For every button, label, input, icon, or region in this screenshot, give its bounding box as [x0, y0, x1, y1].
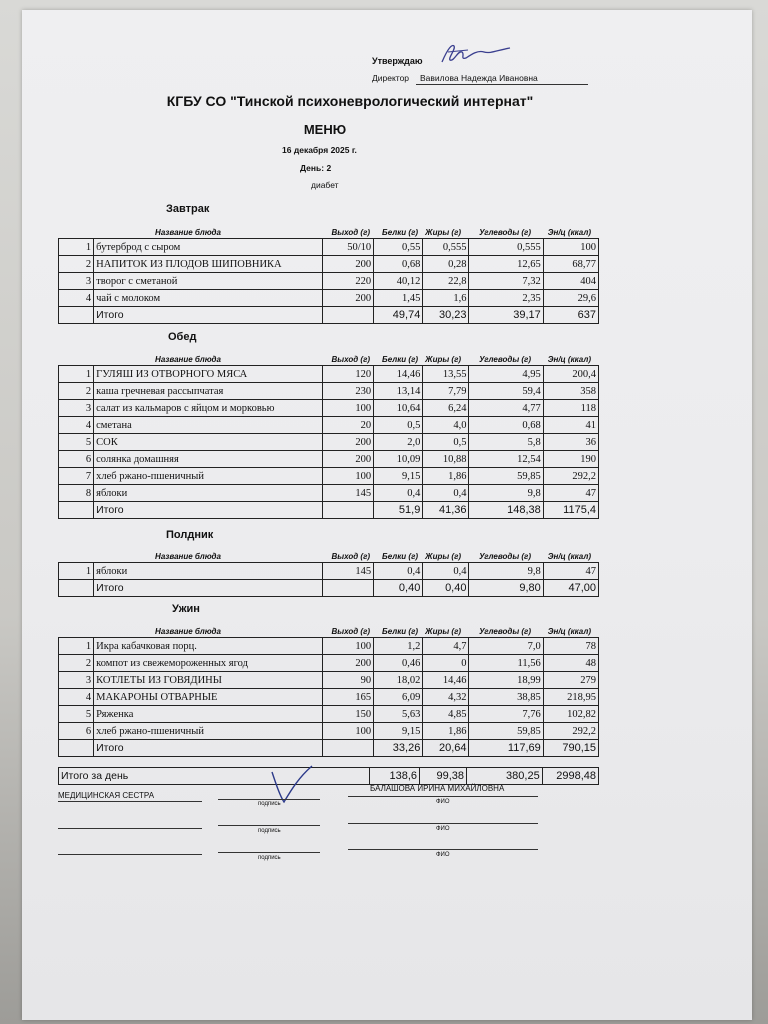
dish-fat: 10,88	[423, 451, 469, 468]
dish-name: яблоки	[94, 563, 323, 580]
column-header-protein: Белки (г)	[382, 552, 418, 561]
table-row	[59, 366, 599, 383]
column-header-energy: Эн/ц (ккал)	[547, 355, 591, 364]
meal-table	[58, 562, 599, 597]
dish-energy: 404	[543, 273, 598, 290]
total-protein: 49,74	[374, 307, 423, 324]
total-output-cell	[322, 740, 373, 757]
dish-output: 165	[322, 689, 373, 706]
total-energy: 47,00	[543, 580, 598, 597]
dish-energy: 118	[543, 400, 598, 417]
column-header-dish: Название блюда	[155, 355, 221, 364]
total-output-cell	[322, 307, 373, 324]
approve-label: Утверждаю	[372, 56, 423, 66]
day-total-carbs: 380,25	[467, 768, 543, 785]
dish-protein: 5,63	[374, 706, 423, 723]
column-header-protein: Белки (г)	[382, 355, 418, 364]
row-number: 1	[59, 638, 94, 655]
nurse-title: МЕДИЦИНСКАЯ СЕСТРА	[58, 791, 155, 800]
sign-label-1: подпись	[258, 801, 281, 807]
table-row	[59, 468, 599, 485]
total-label: Итого	[94, 740, 323, 757]
day-total-table	[58, 767, 599, 785]
dish-protein: 1,45	[374, 290, 423, 307]
total-row	[59, 502, 599, 519]
column-header-fat: Жиры (г)	[425, 627, 461, 636]
dish-fat: 0,555	[423, 239, 469, 256]
dish-carbs: 11,56	[469, 655, 543, 672]
column-header-fat: Жиры (г)	[425, 355, 461, 364]
dish-carbs: 9,8	[469, 563, 543, 580]
dish-protein: 10,64	[374, 400, 423, 417]
column-headers	[58, 552, 591, 561]
dish-fat: 13,55	[423, 366, 469, 383]
total-fat: 30,23	[423, 307, 469, 324]
column-header-carbs: Углеводы (г)	[479, 627, 531, 636]
column-header-dish: Название блюда	[155, 552, 221, 561]
dish-fat: 4,32	[423, 689, 469, 706]
dish-energy: 292,2	[543, 723, 598, 740]
dish-name: салат из кальмаров с яйцом и морковью	[94, 400, 323, 417]
organization-name: КГБУ СО "Тинской психоневрологический интернат"	[166, 93, 534, 109]
column-header-protein: Белки (г)	[382, 228, 418, 237]
dish-carbs: 0,555	[469, 239, 543, 256]
sign-label-2: подпись	[258, 828, 281, 834]
dish-name: сметана	[94, 417, 323, 434]
row-number: 5	[59, 706, 94, 723]
dish-name: МАКАРОНЫ ОТВАРНЫЕ	[94, 689, 323, 706]
column-headers	[58, 355, 591, 364]
total-energy: 637	[543, 307, 598, 324]
fio-label-3: ФИО	[436, 852, 450, 858]
table-row	[59, 672, 599, 689]
fio-line-2	[348, 823, 538, 824]
column-header-dish: Название блюда	[155, 627, 221, 636]
dish-carbs: 7,76	[469, 706, 543, 723]
dish-energy: 358	[543, 383, 598, 400]
dish-protein: 0,4	[374, 563, 423, 580]
dish-fat: 0,4	[423, 563, 469, 580]
dish-energy: 218,95	[543, 689, 598, 706]
section-title: Ужин	[172, 603, 200, 615]
column-header-energy: Эн/ц (ккал)	[547, 552, 591, 561]
dish-output: 100	[322, 638, 373, 655]
dish-protein: 6,09	[374, 689, 423, 706]
day-total-row	[59, 768, 599, 785]
dish-output: 145	[322, 563, 373, 580]
dish-output: 100	[322, 468, 373, 485]
menu-day: День: 2	[300, 163, 332, 173]
row-number: 6	[59, 451, 94, 468]
row-number: 5	[59, 434, 94, 451]
dish-output: 230	[322, 383, 373, 400]
total-output-cell	[322, 502, 373, 519]
dish-name: хлеб ржано-пшеничный	[94, 723, 323, 740]
dish-protein: 2,0	[374, 434, 423, 451]
dish-carbs: 12,65	[469, 256, 543, 273]
row-number: 3	[59, 400, 94, 417]
column-header-output: Выход (г)	[331, 552, 370, 561]
table-row	[59, 485, 599, 502]
row-number: 8	[59, 485, 94, 502]
dish-name: яблоки	[94, 485, 323, 502]
table-row	[59, 239, 599, 256]
dish-output: 100	[322, 400, 373, 417]
dish-name: Икра кабачковая порц.	[94, 638, 323, 655]
column-header-energy: Эн/ц (ккал)	[547, 228, 591, 237]
total-protein: 51,9	[374, 502, 423, 519]
menu-date: 16 декабря 2025 г.	[282, 145, 357, 155]
table-row	[59, 290, 599, 307]
table-row	[59, 273, 599, 290]
dish-name: каша гречневая рассыпчатая	[94, 383, 323, 400]
column-header-output: Выход (г)	[331, 228, 370, 237]
dish-energy: 100	[543, 239, 598, 256]
day-total-energy: 2998,48	[542, 768, 598, 785]
dish-protein: 40,12	[374, 273, 423, 290]
dish-protein: 0,5	[374, 417, 423, 434]
dish-energy: 279	[543, 672, 598, 689]
dish-protein: 14,46	[374, 366, 423, 383]
row-number: 3	[59, 273, 94, 290]
dish-energy: 36	[543, 434, 598, 451]
sign-label-3: подпись	[258, 855, 281, 861]
dish-energy: 68,77	[543, 256, 598, 273]
table-row	[59, 563, 599, 580]
dish-name: солянка домашняя	[94, 451, 323, 468]
total-label: Итого	[94, 307, 323, 324]
table-row	[59, 256, 599, 273]
total-row	[59, 580, 599, 597]
director-row	[372, 73, 592, 83]
total-energy: 790,15	[543, 740, 598, 757]
row-number: 2	[59, 383, 94, 400]
dish-output: 90	[322, 672, 373, 689]
meal-table	[58, 365, 599, 519]
row-number: 1	[59, 366, 94, 383]
table-row	[59, 689, 599, 706]
dish-carbs: 59,85	[469, 723, 543, 740]
table-row	[59, 417, 599, 434]
total-output-cell	[322, 580, 373, 597]
dish-energy: 190	[543, 451, 598, 468]
dish-energy: 41	[543, 417, 598, 434]
meal-table	[58, 238, 599, 324]
dish-output: 200	[322, 434, 373, 451]
table-row	[59, 434, 599, 451]
dish-carbs: 18,99	[469, 672, 543, 689]
row-number: 1	[59, 239, 94, 256]
total-fat: 20,64	[423, 740, 469, 757]
dish-fat: 4,0	[423, 417, 469, 434]
total-empty-cell	[59, 502, 94, 519]
director-signature	[438, 40, 518, 70]
total-carbs: 39,17	[469, 307, 543, 324]
section-title: Обед	[168, 331, 197, 343]
dish-fat: 1,6	[423, 290, 469, 307]
total-fat: 0,40	[423, 580, 469, 597]
total-row	[59, 307, 599, 324]
total-fat: 41,36	[423, 502, 469, 519]
title-line-3	[58, 854, 202, 855]
total-carbs: 9,80	[469, 580, 543, 597]
column-header-fat: Жиры (г)	[425, 228, 461, 237]
dish-carbs: 4,77	[469, 400, 543, 417]
dish-carbs: 0,68	[469, 417, 543, 434]
dish-carbs: 7,32	[469, 273, 543, 290]
fio-line-1	[348, 796, 538, 797]
dish-output: 20	[322, 417, 373, 434]
dish-name: НАПИТОК ИЗ ПЛОДОВ ШИПОВНИКА	[94, 256, 323, 273]
dish-carbs: 4,95	[469, 366, 543, 383]
dish-protein: 18,02	[374, 672, 423, 689]
dish-output: 200	[322, 655, 373, 672]
dish-fat: 4,7	[423, 638, 469, 655]
dish-output: 200	[322, 451, 373, 468]
column-header-carbs: Углеводы (г)	[479, 228, 531, 237]
row-number: 4	[59, 290, 94, 307]
dish-carbs: 59,85	[469, 468, 543, 485]
dish-carbs: 59,4	[469, 383, 543, 400]
dish-protein: 0,4	[374, 485, 423, 502]
column-header-dish: Название блюда	[155, 228, 221, 237]
dish-name: хлеб ржано-пшеничный	[94, 468, 323, 485]
total-empty-cell	[59, 580, 94, 597]
dish-carbs: 9,8	[469, 485, 543, 502]
dish-fat: 22,8	[423, 273, 469, 290]
sign-line-3	[218, 852, 320, 853]
row-number: 4	[59, 417, 94, 434]
column-header-carbs: Углеводы (г)	[479, 552, 531, 561]
director-underline	[416, 84, 588, 85]
total-carbs: 117,69	[469, 740, 543, 757]
dish-name: творог с сметаной	[94, 273, 323, 290]
dish-output: 100	[322, 723, 373, 740]
table-row	[59, 723, 599, 740]
dish-name: СОК	[94, 434, 323, 451]
row-number: 3	[59, 672, 94, 689]
column-header-output: Выход (г)	[331, 355, 370, 364]
day-total-protein: 138,6	[369, 768, 419, 785]
dish-energy: 29,6	[543, 290, 598, 307]
nurse-name: БАЛАШОВА ИРИНА МИХАЙЛОВНА	[370, 784, 505, 793]
dish-name: чай с молоком	[94, 290, 323, 307]
row-number: 7	[59, 468, 94, 485]
dish-fat: 7,79	[423, 383, 469, 400]
dish-protein: 13,14	[374, 383, 423, 400]
table-row	[59, 706, 599, 723]
dish-energy: 292,2	[543, 468, 598, 485]
dish-fat: 0,5	[423, 434, 469, 451]
dish-protein: 9,15	[374, 468, 423, 485]
fio-label-1: ФИО	[436, 799, 450, 805]
dish-protein: 0,68	[374, 256, 423, 273]
page-title: МЕНЮ	[303, 122, 347, 137]
dish-carbs: 5,8	[469, 434, 543, 451]
fio-label-2: ФИО	[436, 826, 450, 832]
dish-output: 150	[322, 706, 373, 723]
row-number: 1	[59, 563, 94, 580]
fio-line-3	[348, 849, 538, 850]
dish-output: 145	[322, 485, 373, 502]
row-number: 6	[59, 723, 94, 740]
total-row	[59, 740, 599, 757]
dish-output: 200	[322, 256, 373, 273]
column-header-energy: Эн/ц (ккал)	[547, 627, 591, 636]
total-empty-cell	[59, 740, 94, 757]
column-headers	[58, 627, 591, 636]
dish-fat: 14,46	[423, 672, 469, 689]
section-title: Полдник	[166, 529, 214, 541]
dish-name: ГУЛЯШ ИЗ ОТВОРНОГО МЯСА	[94, 366, 323, 383]
dish-name: компот из свежемороженных ягод	[94, 655, 323, 672]
dish-protein: 0,46	[374, 655, 423, 672]
sign-line-2	[218, 825, 320, 826]
dish-output: 220	[322, 273, 373, 290]
dish-output: 50/10	[322, 239, 373, 256]
total-energy: 1175,4	[543, 502, 598, 519]
column-header-output: Выход (г)	[331, 627, 370, 636]
column-headers	[58, 228, 591, 237]
dish-protein: 1,2	[374, 638, 423, 655]
total-protein: 0,40	[374, 580, 423, 597]
dish-protein: 0,55	[374, 239, 423, 256]
total-label: Итого	[94, 502, 323, 519]
day-total-label: Итого за день	[59, 768, 370, 785]
dish-energy: 102,82	[543, 706, 598, 723]
row-number: 4	[59, 689, 94, 706]
day-total-fat: 99,38	[420, 768, 467, 785]
dish-carbs: 38,85	[469, 689, 543, 706]
total-label: Итого	[94, 580, 323, 597]
dish-protein: 10,09	[374, 451, 423, 468]
dish-energy: 47	[543, 485, 598, 502]
total-carbs: 148,38	[469, 502, 543, 519]
dish-name: бутерброд с сыром	[94, 239, 323, 256]
dish-fat: 0,28	[423, 256, 469, 273]
dish-carbs: 2,35	[469, 290, 543, 307]
menu-diet: диабет	[311, 180, 339, 190]
total-protein: 33,26	[374, 740, 423, 757]
table-row	[59, 451, 599, 468]
row-number: 2	[59, 256, 94, 273]
column-header-protein: Белки (г)	[382, 627, 418, 636]
director-name: Вавилова Надежда Ивановна	[420, 73, 538, 83]
meal-table	[58, 637, 599, 757]
table-row	[59, 638, 599, 655]
dish-energy: 78	[543, 638, 598, 655]
dish-carbs: 12,54	[469, 451, 543, 468]
dish-fat: 6,24	[423, 400, 469, 417]
sign-line-1	[218, 799, 320, 800]
section-title: Завтрак	[166, 203, 210, 215]
dish-fat: 0,4	[423, 485, 469, 502]
table-row	[59, 400, 599, 417]
dish-name: Ряженка	[94, 706, 323, 723]
dish-energy: 47	[543, 563, 598, 580]
total-empty-cell	[59, 307, 94, 324]
dish-output: 120	[322, 366, 373, 383]
row-number: 2	[59, 655, 94, 672]
dish-carbs: 7,0	[469, 638, 543, 655]
dish-output: 200	[322, 290, 373, 307]
column-header-carbs: Углеводы (г)	[479, 355, 531, 364]
dish-fat: 1,86	[423, 468, 469, 485]
table-row	[59, 655, 599, 672]
dish-fat: 4,85	[423, 706, 469, 723]
table-row	[59, 383, 599, 400]
dish-fat: 1,86	[423, 723, 469, 740]
dish-energy: 200,4	[543, 366, 598, 383]
dish-fat: 0	[423, 655, 469, 672]
nurse-title-line	[58, 801, 202, 802]
dish-name: КОТЛЕТЫ ИЗ ГОВЯДИНЫ	[94, 672, 323, 689]
dish-energy: 48	[543, 655, 598, 672]
director-position: Директор	[372, 73, 410, 83]
dish-protein: 9,15	[374, 723, 423, 740]
title-line-2	[58, 828, 202, 829]
column-header-fat: Жиры (г)	[425, 552, 461, 561]
